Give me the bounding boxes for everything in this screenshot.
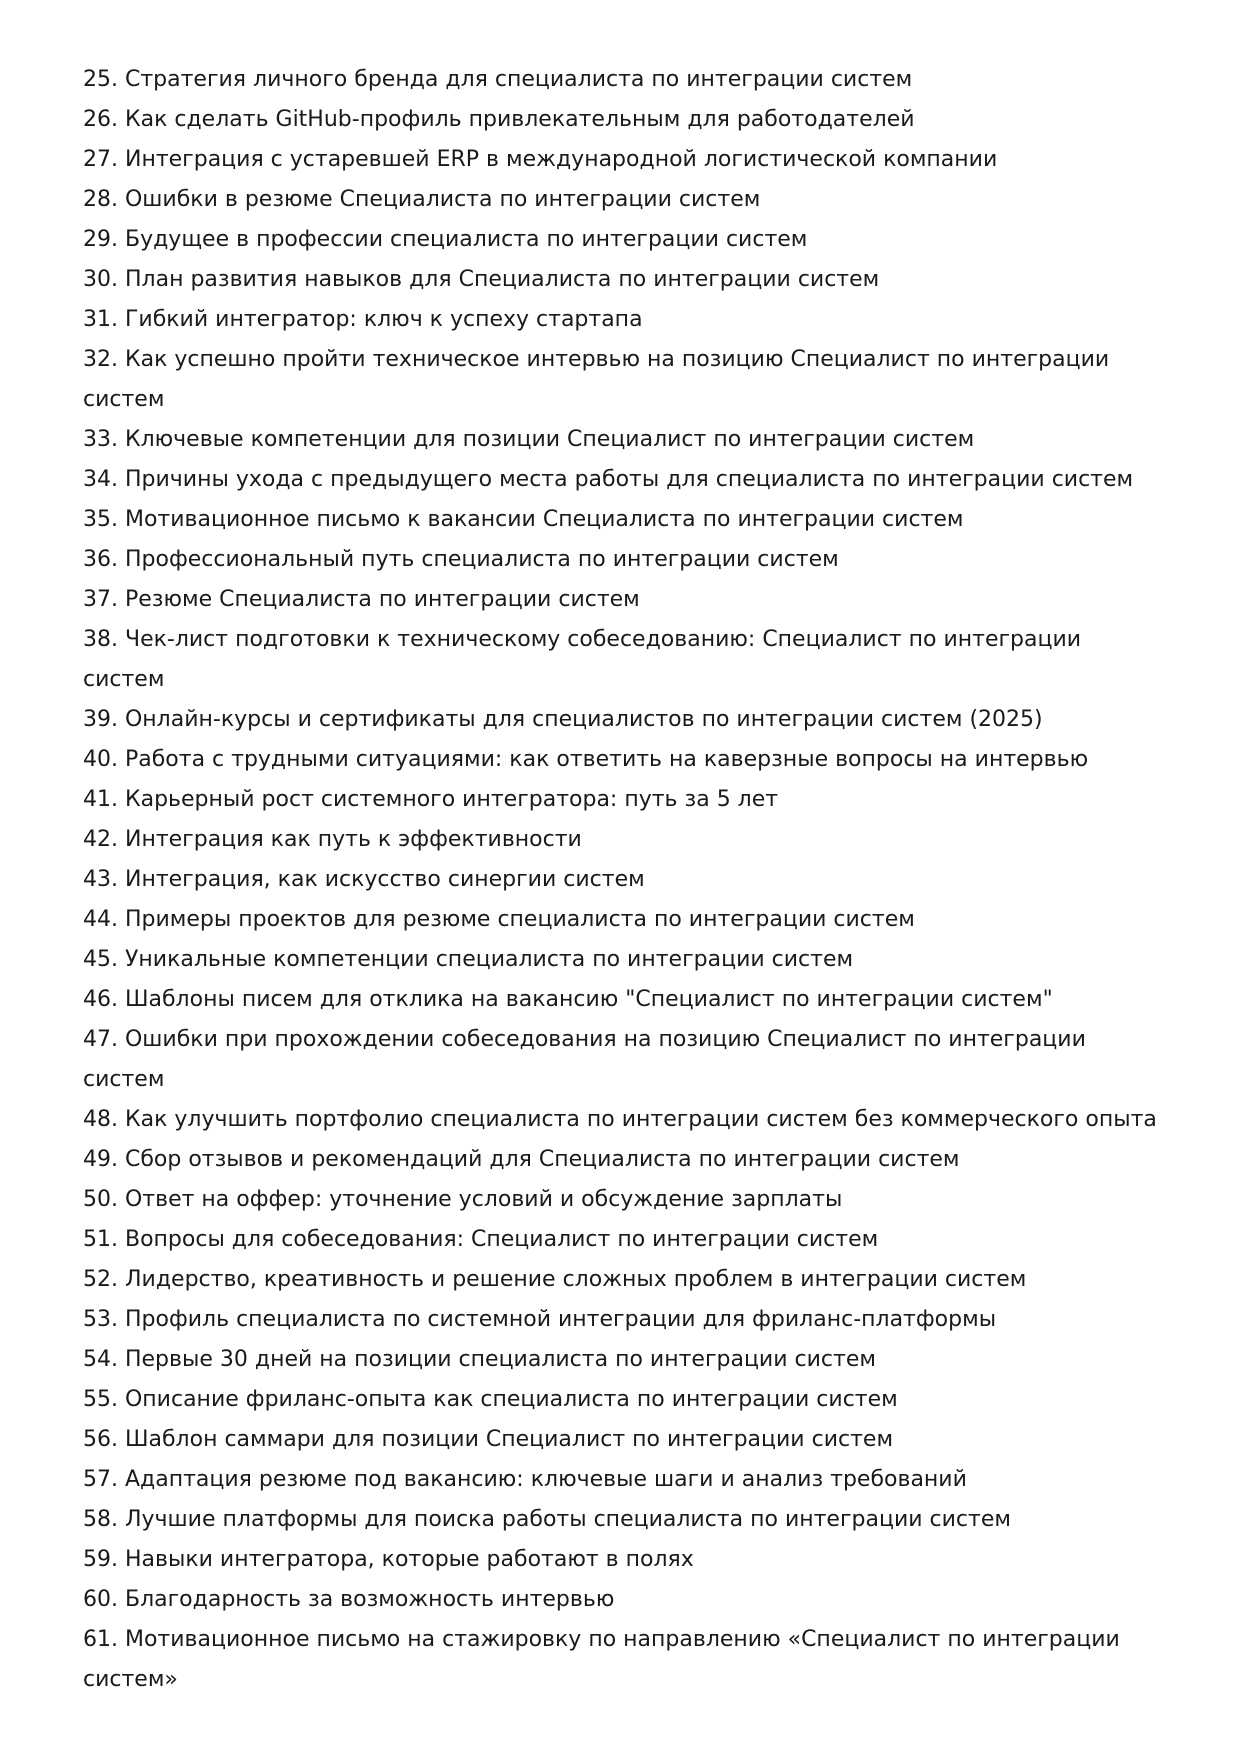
list-item: 57. Адаптация резюме под вакансию: ключевые шаги и анализ требований [83,1467,967,1492]
list-item: 35. Мотивационное письмо к вакансии Специалиста по интеграции систем [83,507,964,532]
list-item: 37. Резюме Специалиста по интеграции систем [83,587,640,612]
list-item: 25. Стратегия личного бренда для специалиста по интеграции систем [83,67,913,92]
list-item: 34. Причины ухода с предыдущего места работы для специалиста по интеграции систем [83,467,1134,492]
list-item: 45. Уникальные компетенции специалиста по интеграции систем [83,947,854,972]
list-item: 48. Как улучшить портфолио специалиста по интеграции систем без коммерческого опыта [83,1107,1157,1132]
list-item: 43. Интеграция, как искусство синергии систем [83,867,645,892]
list-item: 46. Шаблоны писем для отклика на вакансию "Специалист по интеграции систем" [83,987,1053,1012]
list-item: 55. Описание фриланс-опыта как специалиста по интеграции систем [83,1387,898,1412]
list-item: 56. Шаблон саммари для позиции Специалист по интеграции систем [83,1427,894,1452]
list-item: 51. Вопросы для собеседования: Специалист по интеграции систем [83,1227,879,1252]
topic-list [83,60,1163,1700]
list-item: 39. Онлайн-курсы и сертификаты для специалистов по интеграции систем (2025) [83,707,1043,732]
list-item: 33. Ключевые компетенции для позиции Специалист по интеграции систем [83,427,975,452]
list-item: 61. Мотивационное письмо на стажировку по направлению «Специалист по интеграции систем» [83,1627,1120,1692]
list-item: 49. Сбор отзывов и рекомендаций для Специалиста по интеграции систем [83,1147,960,1172]
list-item: 26. Как сделать GitHub-профиль привлекательным для работодателей [83,107,915,132]
list-item: 36. Профессиональный путь специалиста по интеграции систем [83,547,839,572]
list-item: 58. Лучшие платформы для поиска работы специалиста по интеграции систем [83,1507,1011,1532]
list-item: 47. Ошибки при прохождении собеседования на позицию Специалист по интеграции систем [83,1027,1086,1092]
list-item: 50. Ответ на оффер: уточнение условий и обсуждение зарплаты [83,1187,843,1212]
list-item: 52. Лидерство, креативность и решение сложных проблем в интеграции систем [83,1267,1027,1292]
list-item: 42. Интеграция как путь к эффективности [83,827,582,852]
list-item: 32. Как успешно пройти техническое интервью на позицию Специалист по интеграции систем [83,347,1110,412]
list-item: 59. Навыки интегратора, которые работают в полях [83,1547,694,1572]
list-item: 27. Интеграция с устаревшей ERP в международной логистической компании [83,147,998,172]
list-item: 60. Благодарность за возможность интервью [83,1587,615,1612]
list-item: 38. Чек-лист подготовки к техническому собеседованию: Специалист по интеграции систем [83,627,1082,692]
list-item: 28. Ошибки в резюме Специалиста по интеграции систем [83,187,761,212]
list-item: 40. Работа с трудными ситуациями: как ответить на каверзные вопросы на интервью [83,747,1089,772]
list-item: 41. Карьерный рост системного интегратора: путь за 5 лет [83,787,779,812]
list-item: 53. Профиль специалиста по системной интеграции для фриланс-платформы [83,1307,997,1332]
list-item: 29. Будущее в профессии специалиста по интеграции систем [83,227,808,252]
list-item: 31. Гибкий интегратор: ключ к успеху стартапа [83,307,643,332]
list-item: 30. План развития навыков для Специалиста по интеграции систем [83,267,880,292]
list-item: 44. Примеры проектов для резюме специалиста по интеграции систем [83,907,915,932]
list-item: 54. Первые 30 дней на позиции специалиста по интеграции систем [83,1347,876,1372]
